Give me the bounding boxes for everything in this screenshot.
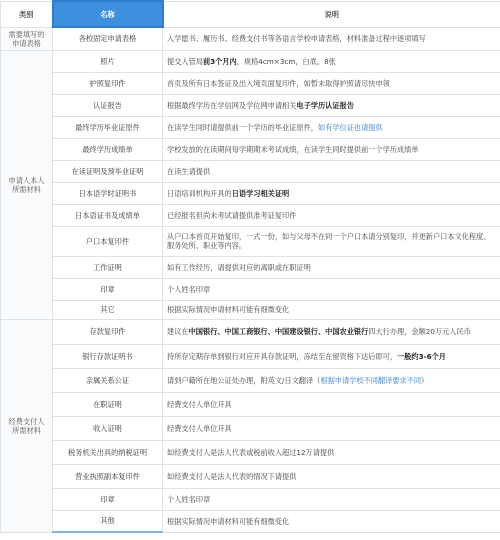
item-description: 已经报名但尚未考试请提供准考证复印件 [163, 204, 500, 226]
table-row [1, 416, 500, 440]
item-description: 持所存定期存单到银行对应开具存款证明，冻结至在留资格下达后即可，一般约3-6个月 [163, 344, 500, 368]
table-row [1, 256, 500, 278]
item-name: 其他 [53, 510, 163, 532]
table-row [1, 226, 500, 256]
group-label: 需要填写的申请表格 [1, 27, 53, 50]
item-name: 存款复印件 [53, 319, 163, 344]
header-category: 类别 [1, 1, 53, 27]
table-row [1, 50, 500, 72]
item-name: 在读证明及预毕业证明 [53, 160, 163, 182]
table-row [1, 392, 500, 416]
item-description: 入学愿书、履历书、经费支付书等各语言学校申请表格，材料准备过程中逐项填写 [163, 27, 500, 50]
item-name: 印章 [53, 278, 163, 300]
item-name: 日本语学时证明书 [53, 182, 163, 204]
item-description: 个人姓名印章 [163, 488, 500, 510]
item-description: 学校发放的在读期间每学期期末考试成绩，在读学生同时提供前一个学历成绩单 [163, 138, 500, 160]
item-description: 日语培训机构开具的日语学习相关证明 [163, 182, 500, 204]
table-row [1, 204, 500, 226]
item-description: 根据最终学历在学信网及学位网申请相关电子学历认证报告 [163, 94, 500, 116]
item-name: 认证报告 [53, 94, 163, 116]
item-name: 户口本复印件 [53, 226, 163, 256]
item-name: 护照复印件 [53, 72, 163, 94]
note-link[interactable]: 根据申请学校不同翻译要求不同 [320, 375, 422, 385]
item-description: 根据实际情况申请材料可能有细微变化 [163, 510, 500, 532]
table-row [1, 464, 500, 488]
item-description: 个人姓名印章 [163, 278, 500, 300]
item-name: 在职证明 [53, 392, 163, 416]
item-description: 经费支付人单位开具 [163, 392, 500, 416]
item-name: 税务机关出具的纳税证明 [53, 440, 163, 464]
group-label: 申请人本人所需材料 [1, 50, 53, 319]
item-description: 如有工作经历，请提供对应的离职或在职证明 [163, 256, 500, 278]
table-row [1, 27, 500, 50]
header-name: 名称 [53, 1, 163, 27]
item-description: 如经费支付人是法人代表的情况下请提供 [163, 464, 500, 488]
table-row [1, 300, 500, 319]
header-row [1, 1, 500, 27]
table-row [1, 344, 500, 368]
table-row [1, 488, 500, 510]
note-link[interactable]: 如有学位证也请提供 [317, 122, 383, 132]
table-row [1, 182, 500, 204]
table-row [1, 278, 500, 300]
item-description: 在读生请提供 [163, 160, 500, 182]
item-description: 如经费支付人是法人代表或税前收入超过12万请提供 [163, 440, 500, 464]
item-name: 收入证明 [53, 416, 163, 440]
table-row [1, 440, 500, 464]
group-label: 经费支付人所需材料 [1, 319, 53, 532]
table-row [1, 138, 500, 160]
item-name: 日本语证书及成绩单 [53, 204, 163, 226]
item-name: 各校固定申请表格 [53, 27, 163, 50]
item-name: 照片 [53, 50, 163, 72]
table-row [1, 116, 500, 138]
item-name: 亲属关系公证 [53, 368, 163, 392]
table-row [1, 72, 500, 94]
item-name: 工作证明 [53, 256, 163, 278]
item-description: 请到户籍所在地公证处办理，附英文/日文翻译（根据申请学校不同翻译要求不同） [163, 368, 500, 392]
item-name: 最终学历毕业证原件 [53, 116, 163, 138]
table-row [1, 319, 500, 344]
item-description: 经费支付人单位开具 [163, 416, 500, 440]
item-name: 营业执照副本复印件 [53, 464, 163, 488]
item-name: 最终学历成绩单 [53, 138, 163, 160]
item-name: 印章 [53, 488, 163, 510]
item-name: 其它 [53, 300, 163, 319]
item-description: 根据实际情况申请材料可能有细微变化 [163, 300, 500, 319]
item-description: 在读学生同时请提供前一个学历的毕业证原件，如有学位证也请提供 [163, 116, 500, 138]
item-description: 建议在中国银行、中国工商银行、中国建设银行、中国农业银行四大行办理，金额20万元人民币 [163, 319, 500, 344]
item-description: 提交入管局前3个月内，规格4cm×3cm，白底，8张 [163, 50, 500, 72]
table-row [1, 510, 500, 532]
item-description: 从户口本首页开始复印，一式一份，如与父母不在同一个户口本请分别复印，并更新户口本文化程度、服务处所、职业等内容。 [163, 226, 500, 256]
table-row [1, 160, 500, 182]
item-name: 银行存款证明书 [53, 344, 163, 368]
item-description: 首页及所有日本签证及出入境页面复印件，如暂未取得护照请尽快申领 [163, 72, 500, 94]
header-description: 说明 [163, 1, 500, 27]
table-row [1, 368, 500, 392]
table-row [1, 94, 500, 116]
